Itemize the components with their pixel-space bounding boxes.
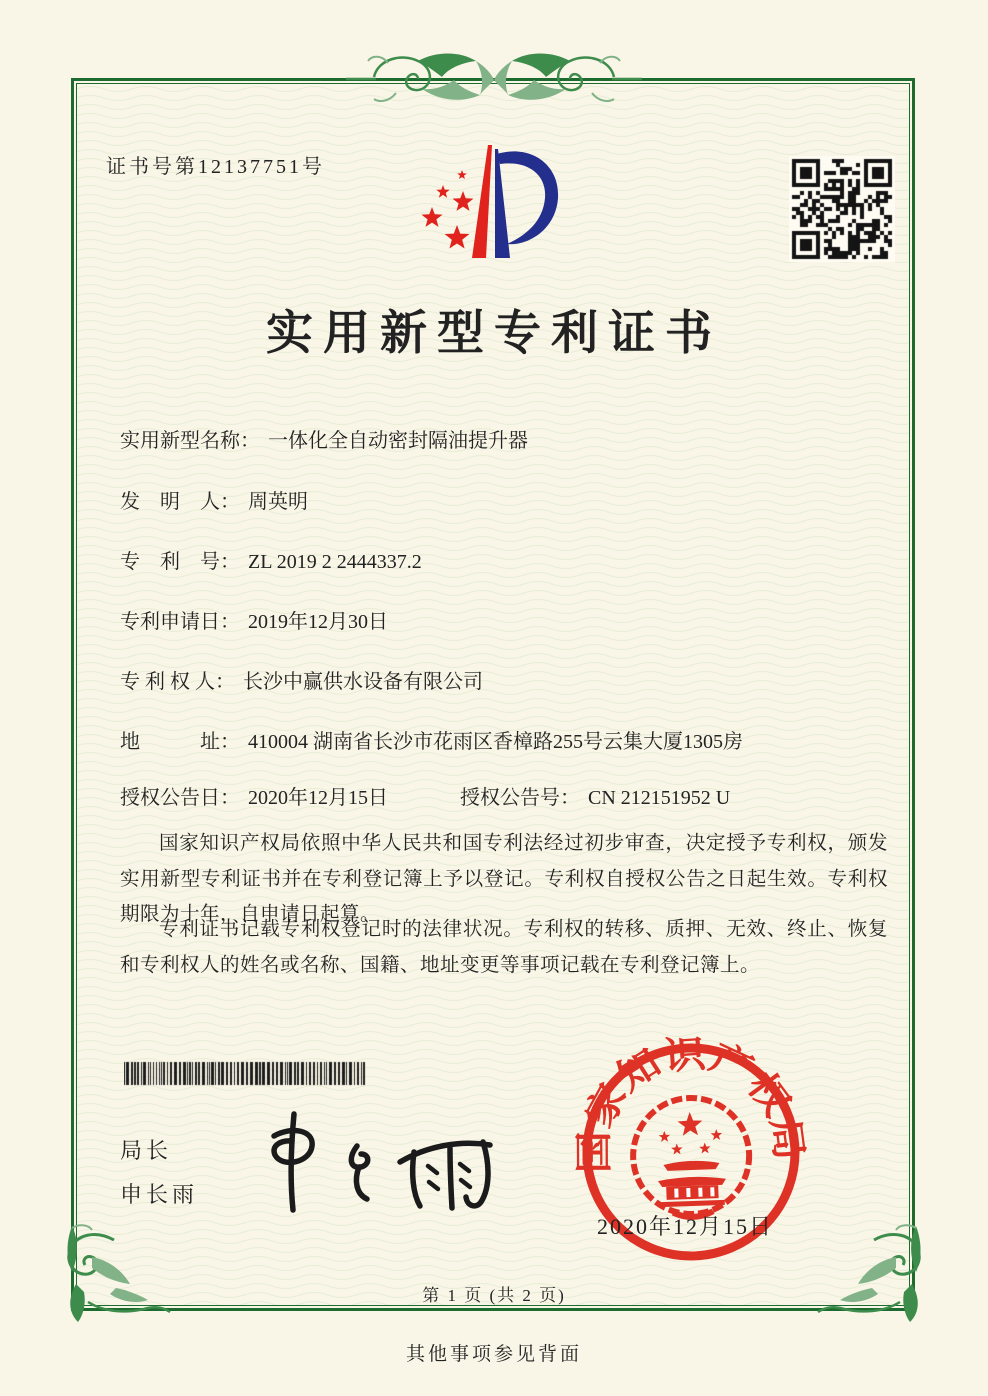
handwritten-signature-icon — [262, 1106, 512, 1218]
field-value: 长沙中赢供水设备有限公司 — [243, 671, 483, 693]
field-value: 410004 湖南省长沙市花雨区香樟路255号云集大厦1305房 — [248, 731, 743, 753]
field-value: 周英明 — [248, 491, 308, 513]
field-row-grant — [120, 781, 730, 810]
field-row-inventor — [120, 485, 308, 514]
back-note: 其他事项参见背面 — [405, 1344, 582, 1365]
field-label: 实用新型名称： — [120, 430, 260, 452]
field-row-patentee — [120, 665, 483, 694]
field-label: 专 利 号： — [120, 551, 240, 573]
legal-paragraph: 国家知识产权局依照中华人民共和国专利法经过初步审查，决定授予专利权，颁发实用新型专利证书并在专利登记簿上予以登记。专利权自授权公告之日起生效。专利权期限为十年，自申请日起算。 — [120, 833, 888, 925]
legal-paragraph: 专利证书记载专利权登记时的法律状况。专利权的转移、质押、无效、终止、恢复和专利权人的姓名或名称、国籍、地址变更等事项记载在专利登记簿上。 — [120, 919, 888, 976]
field-label: 发 明 人： — [120, 491, 240, 513]
seal-date: 2020年12月15日 — [597, 1214, 774, 1239]
pagination: 第 1 页 (共 2 页) — [422, 1286, 566, 1305]
grant-number-label: 授权公告号： — [460, 787, 580, 809]
qr-code-icon — [789, 156, 895, 262]
field-value: 2019年12月30日 — [248, 611, 388, 633]
field-row-filing-date — [120, 605, 388, 634]
svg-text:国家知识产权局 — [571, 1032, 810, 1175]
field-label: 地 址： — [120, 731, 240, 753]
field-row-address — [120, 725, 743, 754]
field-label: 专 利 权 人： — [120, 671, 235, 693]
field-label: 专利申请日： — [120, 611, 240, 633]
cnipa-patent-logo-icon — [405, 136, 615, 294]
field-value: 一体化全自动密封隔油提升器 — [268, 430, 528, 452]
certificate-number: 证书号第12137751号 — [106, 156, 325, 178]
field-value: ZL 2019 2 2444337.2 — [248, 551, 422, 573]
document-title: 实用新型专利证书 — [266, 308, 722, 360]
national-emblem-icon — [631, 1096, 751, 1219]
seal-ring-text: 国家知识产权局 — [573, 1033, 810, 1174]
grant-number-value: CN 212151952 U — [588, 787, 731, 809]
barcode-icon — [124, 1061, 366, 1086]
field-row-patent-number — [120, 545, 422, 574]
field-row-name — [120, 424, 528, 453]
signer-title: 局长 — [120, 1138, 173, 1163]
signer-name: 申长雨 — [120, 1182, 199, 1207]
grant-date-label: 授权公告日： — [120, 787, 240, 809]
grant-date-value: 2020年12月15日 — [248, 787, 388, 809]
